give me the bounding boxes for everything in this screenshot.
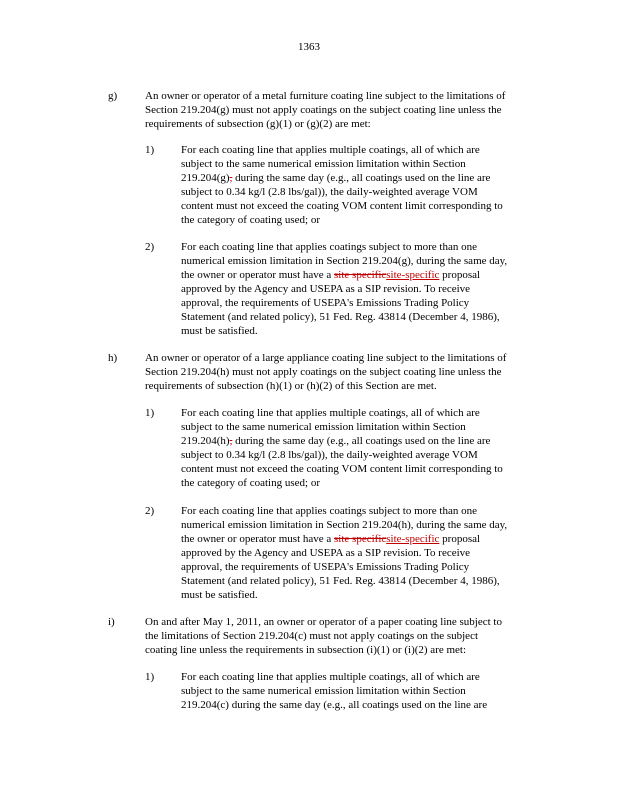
text-line: On and after May 1, 2011, an owner or operator of a paper coating line subject to [145, 616, 502, 628]
text-line: 219.204(h), during the same day (e.g., all coatings used on the line are [181, 435, 491, 447]
text-line: numerical emission limitation in Section 219.204(h), during the same day, [181, 519, 508, 531]
page-number: 1363 [298, 41, 320, 53]
text-line: the limitations of Section 219.204(c) must not apply coatings on the subject [145, 630, 479, 642]
text-line: approval, the requirements of USEPA's Emissions Trading Policy [181, 297, 470, 309]
subsection-marker: 1) [145, 144, 155, 156]
text-line: subject to 0.34 kg/l (2.8 lbs/gal)), the daily-weighted average VOM [181, 449, 478, 461]
text-line: the category of coating used; or [181, 214, 320, 226]
text-line: subject to 0.34 kg/l (2.8 lbs/gal)), the daily-weighted average VOM [181, 186, 478, 198]
text-line: For each coating line that applies coatings subject to more than one [181, 241, 477, 253]
deleted-text: site specific [334, 269, 387, 281]
subsection-marker: 1) [145, 407, 155, 419]
text-line: Section 219.204(h) must not apply coatings on the subject coating line unless the [145, 366, 502, 378]
text-line: the owner or operator must have a site specificsite-specific proposal [181, 533, 481, 545]
text-line: For each coating line that applies multiple coatings, all of which are [181, 407, 480, 419]
subsection-text [181, 670, 542, 712]
text-line: must be satisfied. [181, 589, 258, 601]
text-line: For each coating line that applies multiple coatings, all of which are [181, 144, 480, 156]
inserted-text: site-specific [386, 269, 440, 281]
text-line: subject to the same numerical emission limitation within Section [181, 685, 466, 697]
text-line: content must not exceed the coating VOM content limit corresponding to [181, 463, 503, 475]
text-line: requirements of subsection (h)(1) or (h)(2) of this Section are met. [145, 380, 437, 392]
section-marker: g) [108, 90, 118, 102]
text-line: Statement (and related policy), 51 Fed. Reg. 43814 (December 4, 1986), [181, 575, 500, 587]
inserted-text: site-specific [386, 533, 440, 545]
text-line: 219.204(c) during the same day (e.g., all coatings used on the line are [181, 699, 488, 711]
section-text [145, 615, 542, 657]
text-line: coating line unless the requirements in subsection (i)(1) or (i)(2) are met: [145, 644, 467, 656]
section-text [145, 89, 542, 131]
subsection-text [181, 504, 542, 602]
text-line: Section 219.204(g) must not apply coatings on the subject coating line unless the [145, 104, 502, 116]
text-line: the owner or operator must have a site specificsite-specific proposal [181, 269, 481, 281]
text-line: must be satisfied. [181, 325, 258, 337]
text-line: approved by the Agency and USEPA as a SIP revision. To receive [181, 283, 471, 295]
subsection-text [181, 240, 542, 338]
text-line: Statement (and related policy), 51 Fed. Reg. 43814 (December 4, 1986), [181, 311, 500, 323]
text-line: numerical emission limitation in Section 219.204(g), during the same day, [181, 255, 508, 267]
text-line: subject to the same numerical emission limitation within Section [181, 421, 466, 433]
text-line: An owner or operator of a metal furniture coating line subject to the limitations of [145, 90, 506, 102]
text-line: For each coating line that applies multiple coatings, all of which are [181, 671, 480, 683]
text-line: For each coating line that applies coatings subject to more than one [181, 505, 477, 517]
text-line: the category of coating used; or [181, 477, 320, 489]
text-line: content must not exceed the coating VOM content limit corresponding to [181, 200, 503, 212]
section-marker: i) [108, 616, 115, 628]
text-line: approved by the Agency and USEPA as a SIP revision. To receive [181, 547, 471, 559]
text-line: subject to the same numerical emission limitation within Section [181, 158, 466, 170]
subsection-marker: 2) [145, 241, 155, 253]
section-marker: h) [108, 352, 118, 364]
deleted-text: site specific [334, 533, 387, 545]
subsection-marker: 2) [145, 505, 155, 517]
subsection-marker: 1) [145, 671, 155, 683]
text-line: approval, the requirements of USEPA's Emissions Trading Policy [181, 561, 470, 573]
text-line: requirements of subsection (g)(1) or (g)(2) are met: [145, 118, 371, 130]
text-line: 219.204(g), during the same day (e.g., all coatings used on the line are [181, 172, 491, 184]
deleted-text: , [229, 435, 233, 447]
subsection-text [181, 406, 542, 490]
deleted-text: , [229, 172, 233, 184]
subsection-text [181, 143, 542, 227]
text-line: An owner or operator of a large appliance coating line subject to the limitations of [145, 352, 507, 364]
section-text [145, 351, 542, 393]
